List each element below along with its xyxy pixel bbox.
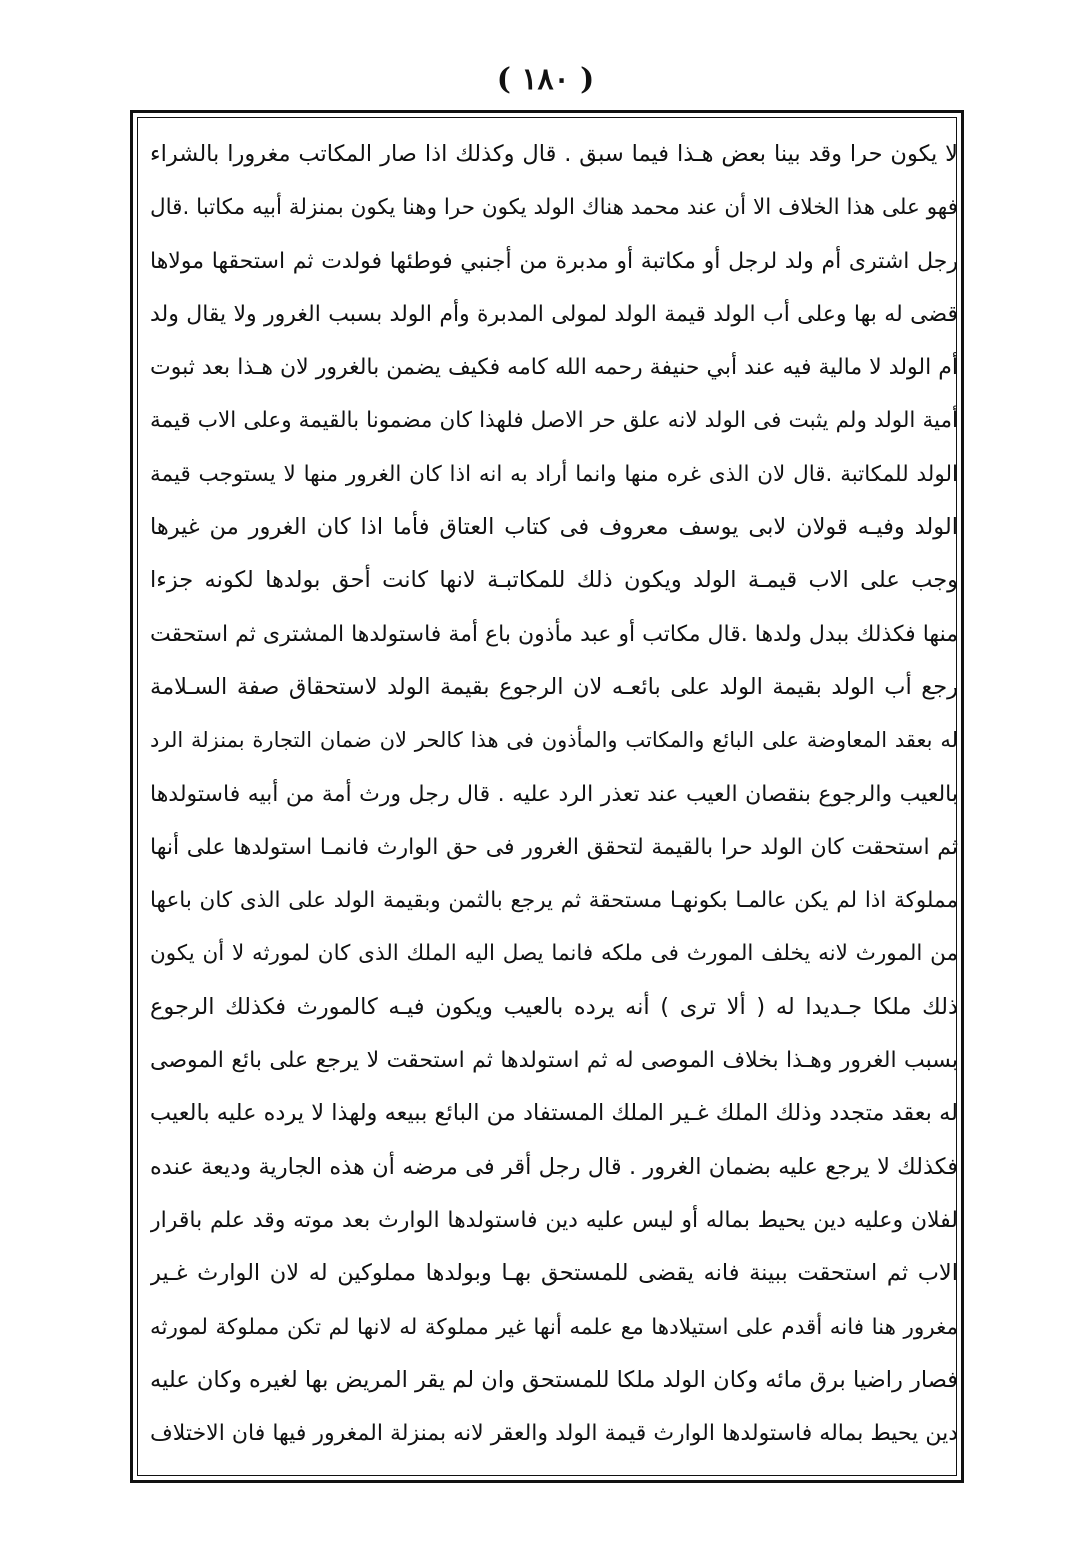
text-line: فصار راضيا برق مائه وكان الولد ملكا للمستحق وان لم يقر المريض بها لغيره وكان عليه	[150, 1366, 958, 1393]
text-line: بسبب الغرور وهـذا بخلاف الموصى له ثم استولدها ثم استحقت لا يرجع على بائع الموصى	[150, 1048, 958, 1074]
text-line: قضى له بها وعلى أب الولد قيمة الولد لمولى المدبرة وأم الولد بسبب الغرور ولا يقال ولد	[150, 301, 958, 327]
text-line: أم الولد لا مالية فيه عند أبي حنيفة رحمه الله كامه فكيف يضمن بالغرور لان هـذا بعد ثبوت	[150, 355, 958, 381]
text-line: وجب على الاب قيمـة الولد ويكون ذلك للمكاتبـة لانها كانت أحق بولدها لكونه جزءا	[150, 567, 958, 594]
text-line: الولد وفيـه قولان لابى يوسف معروف فى كتاب العتاق فأما اذا كان الغرور من غيرها	[150, 514, 958, 541]
text-line: منها فكذلك ببدل ولدها .قال مكاتب أو عبد مأذون باع أمة فاستولدها المشترى ثم استحقت	[150, 621, 958, 647]
text-line: له بعقد المعاوضة على البائع والمكاتب والمأذون فى هذا كالحر لان ضمان التجارة بمنزلة الرد	[150, 728, 958, 753]
page-number: ( ١٨٠ )	[496, 62, 595, 97]
text-line: رجع أب الولد بقيمة الولد على بائعـه لان الرجوع بقيمة الولد لاستحقاق صفة السـلامة	[150, 673, 958, 700]
text-line: ثم استحقت كان الولد حرا بالقيمة لتحقق الغرور فى حق الوارث فانمـا استولدها على أنها	[150, 834, 958, 860]
body-text	[150, 128, 958, 1460]
text-line: فكذلك لا يرجع عليه بضمان الغرور . قال رجل أقر فى مرضه أن هذه الجارية وديعة عنده	[150, 1153, 958, 1180]
text-line: بالعيب والرجوع بنقصان العيب عند تعذر الرد عليه . قال رجل ورث أمة من أبيه فاستولدها	[150, 781, 958, 807]
text-line: الولد للمكاتبة .قال لان الذى غره منها وانما أراد به انه اذا كان الغرور منها لا يستوجب قيمة	[150, 461, 958, 487]
text-line: فهو على هذا الخلاف الا أن عند محمد هناك الولد يكون حرا وهنا يكون بمنزلة أبيه مكاتبا .قال	[150, 195, 958, 221]
text-line: رجل اشترى أم ولد لرجل أو مكاتبة أو مدبرة من أجنبي فوطئها فولدت ثم استحقها مولاها	[150, 248, 958, 274]
text-line: ذلك ملكا جـديدا له ( ألا ترى ) أنه يرده بالعيب ويكون فيـه كالمورث فكذلك الرجوع	[150, 993, 958, 1020]
text-line: لفلان وعليه دين يحيط بماله أو ليس عليه دين فاستولدها الوارث بعد موته وقد علم باقرار	[150, 1207, 958, 1233]
text-line: لا يكون حرا وقد بينا بعض هـذا فيما سبق . قال وكذلك اذا صار المكاتب مغرورا بالشراء	[150, 141, 958, 167]
text-line: دين يحيط بماله فاستولدها الوارث قيمة الولد والعقر لانه بمنزلة المغرور فيها فان الاختلاف	[150, 1421, 958, 1447]
text-line: من المورث لانه يخلف المورث فى ملكه فانما يصل اليه الملك الذى كان لمورثه لا أن يكون	[150, 941, 958, 967]
text-line: الاب ثم استحقت ببينة فانه يقضى للمستحق بهـا وبولدها مملوكين له لان الوارث غـير	[150, 1260, 958, 1287]
text-line: له بعقد متجدد وذلك الملك غـير الملك المستفاد من البائع ببيعه ولهذا لا يرده عليه بالعيب	[150, 1100, 958, 1127]
text-line: مملوكة اذا لم يكن عالمـا بكونهـا مستحقة ثم يرجع بالثمن وبقيمة الولد على الذى كان باعها	[150, 888, 958, 914]
text-line: مغرور هنا فانه أقدم على استيلادها مع علمه أنها غير مملوكة له لانها لم تكن مملوكة لمورثه	[150, 1314, 958, 1340]
text-line: أمية الولد ولم يثبت فى الولد لانه علق حر الاصل فلهذا كان مضمونا بالقيمة وعلى الاب قيمة	[150, 408, 958, 434]
